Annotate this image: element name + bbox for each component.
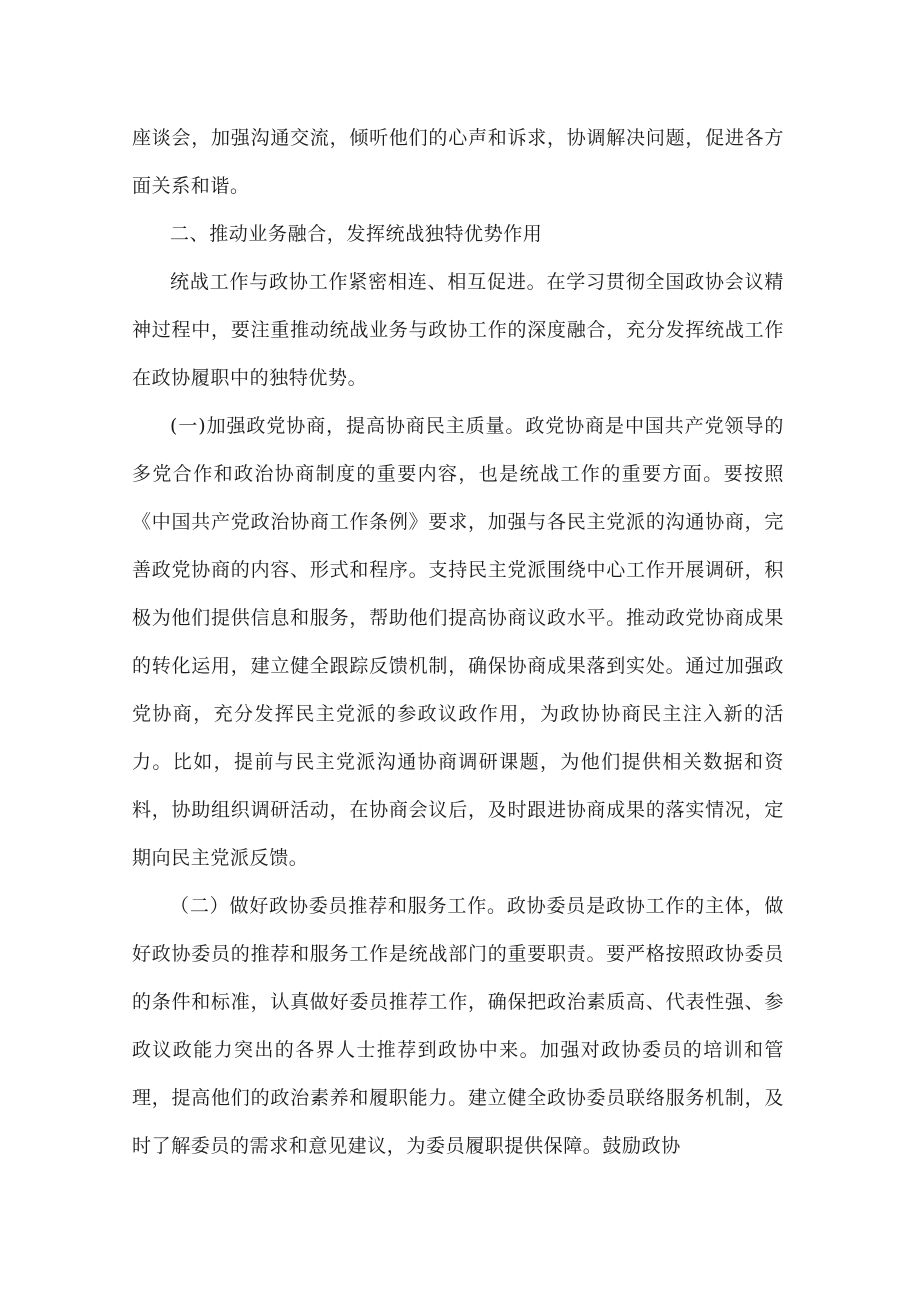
paragraph-committee-members: （二）做好政协委员推荐和服务工作。政协委员是政协工作的主体，做好政协委员的推荐和服务工作是统战部门的重要职责。要严格按照政协委员的条件和标准，认真做好委员推荐工作，确保把政治素质高、代表性强、参政议政能力突出的各界人士推荐到政协中来。加强对政协委员的培训和管理，提高他们的政治素养和履职能力。建立健全政协委员联络服务机制，及时了解委员的需求和意见建议，为委员履职提供保障。鼓励政协 [132, 895, 784, 1157]
paragraph-continuation: 座谈会，加强沟通交流，倾听他们的心声和诉求，协调解决问题，促进各方面关系和谐。 [132, 127, 784, 197]
section-heading: 二、推动业务融合，发挥统战独特优势作用 [170, 223, 543, 245]
paragraph-intro: 统战工作与政协工作紧密相连、相互促进。在学习贯彻全国政协会议精神过程中，要注重推动统战业务与政协工作的深度融合，充分发挥统战工作在政协履职中的独特优势。 [132, 271, 784, 389]
paragraph-party-consultation: (一)加强政党协商，提高协商民主质量。政党协商是中国共产党领导的多党合作和政治协商制度的重要内容，也是统战工作的重要方面。要按照《中国共产党政治协商工作条例》要求，加强与各民主党派的沟通协商，完善政党协商的内容、形式和程序。支持民主党派围绕中心工作开展调研，积极为他们提供信息和服务，帮助他们提高协商议政水平。推动政党协商成果的转化运用，建立健全跟踪反馈机制，确保协商成果落到实处。通过加强政党协商，充分发挥民主党派的参政议政作用，为政协协商民主注入新的活力。比如，提前与民主党派沟通协商调研课题，为他们提供相关数据和资料，协助组织调研活动，在协商会议后，及时跟进协商成果的落实情况，定期向民主党派反馈。 [132, 415, 784, 869]
document-body [132, 114, 784, 1170]
